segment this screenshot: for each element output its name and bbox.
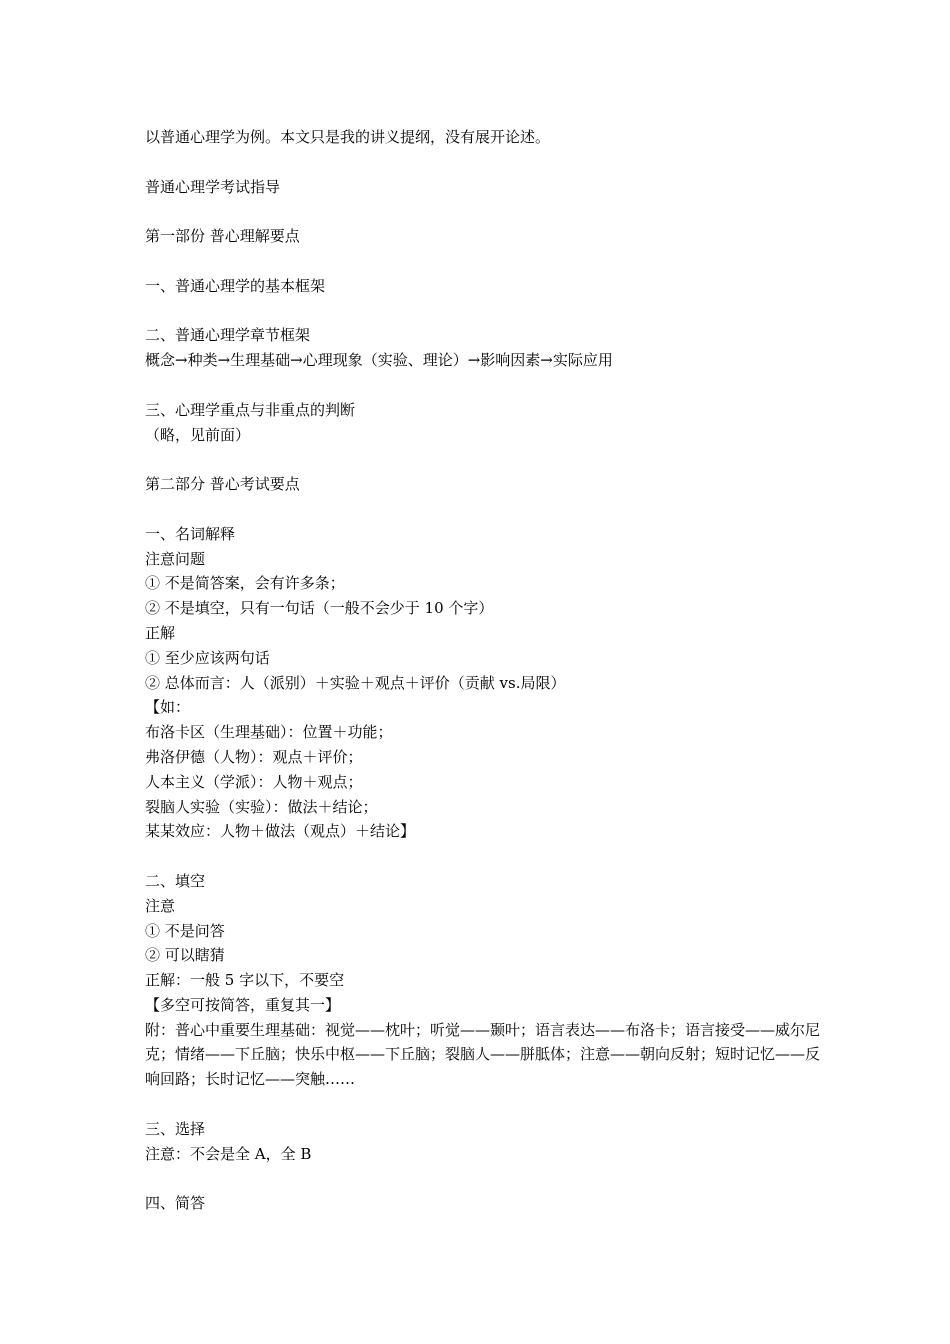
- subheading: 正解: [145, 623, 176, 642]
- section-heading: 一、普通心理学的基本框架: [145, 276, 326, 295]
- blank-line: [145, 447, 825, 472]
- list-item: ② 不是填空，只有一句话（一般不会少于 10 个字）: [145, 599, 494, 618]
- appendix-paragraph: 附：普心中重要生理基础：视觉——枕叶；听觉——颞叶；语言表达——布洛卡；语言接受——威尔尼克；情绪——下丘脑；快乐中枢——下丘脑；裂脑人——胼胝体；注意——朝向反射；短时记忆——反响回路；长时记忆——突触……: [145, 1020, 821, 1089]
- body-text: 【多空可按简答，重复其一】: [145, 995, 341, 1014]
- example-text: 布洛卡区（生理基础）：位置＋功能；: [145, 723, 393, 742]
- example-text: 人本主义（学派）：人物＋观点；: [145, 772, 363, 791]
- body-text: 注意：不会是全 A，全 B: [145, 1144, 312, 1163]
- section-heading: 二、填空: [145, 871, 206, 890]
- document-page: [145, 125, 825, 1216]
- example-text: 弗洛伊德（人物）：观点＋评价；: [145, 747, 363, 766]
- body-text: （略，见前面）: [145, 425, 251, 444]
- blank-line: [145, 199, 825, 224]
- blank-line: [145, 299, 825, 324]
- body-text: 正解：一般 5 字以下，不要空: [145, 971, 345, 990]
- framework-flow-text: 概念→种类→生理基础→心理现象（实验、理论）→影响因素→实际应用: [145, 351, 613, 370]
- blank-line: [145, 844, 825, 869]
- example-text: 裂脑人实验（实验）：做法＋结论；: [145, 797, 378, 816]
- section-heading: 四、简答: [145, 1194, 206, 1213]
- list-item: ② 总体而言：人（派别）＋实验＋观点＋评价（贡献 vs.局限）: [145, 673, 566, 692]
- section-heading: 二、普通心理学章节框架: [145, 326, 311, 345]
- list-item: ① 不是简答案，会有许多条；: [145, 574, 345, 593]
- blank-line: [145, 1166, 825, 1191]
- example-text: 某某效应：人物＋做法（观点）＋结论】: [145, 822, 416, 841]
- section-heading: 一、名词解释: [145, 524, 236, 543]
- part-two-heading: 第二部分 普心考试要点: [145, 475, 300, 494]
- blank-line: [145, 1092, 825, 1117]
- intro-text: 以普通心理学为例。本文只是我的讲义提纲，没有展开论述。: [145, 128, 551, 146]
- subheading: 注意问题: [145, 549, 206, 568]
- part-one-heading: 第一部份 普心理解要点: [145, 227, 300, 246]
- blank-line: [145, 497, 825, 522]
- list-item: ② 可以瞎猜: [145, 946, 225, 965]
- blank-line: [145, 249, 825, 274]
- blank-line: [145, 150, 825, 175]
- blank-line: [145, 373, 825, 398]
- document-title: 普通心理学考试指导: [145, 177, 281, 196]
- example-text: 【如：: [145, 698, 191, 717]
- section-heading: 三、心理学重点与非重点的判断: [145, 400, 356, 419]
- list-item: ① 至少应该两句话: [145, 648, 270, 667]
- list-item: ① 不是问答: [145, 921, 225, 940]
- section-heading: 三、选择: [145, 1119, 206, 1138]
- subheading: 注意: [145, 896, 176, 915]
